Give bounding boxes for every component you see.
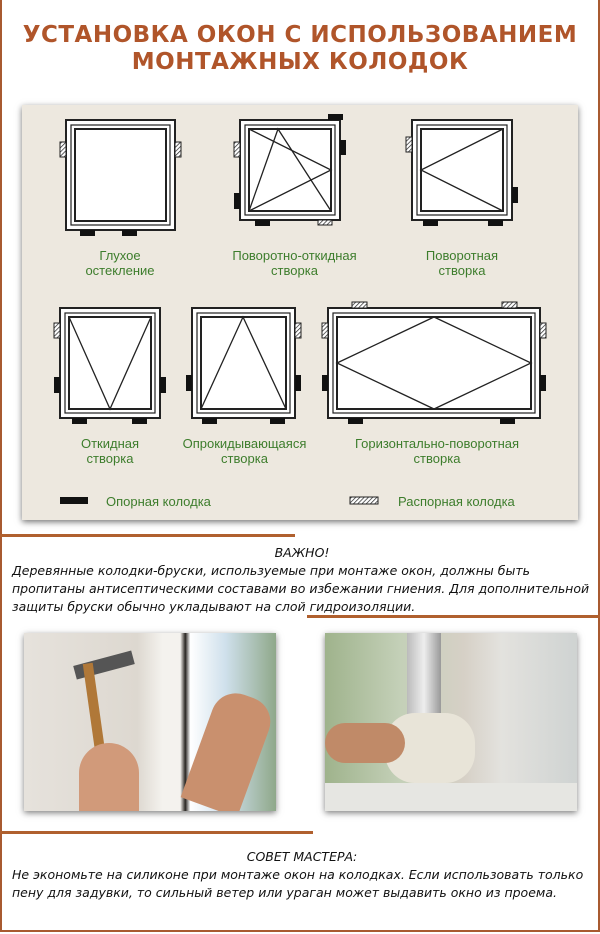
label-line: створка — [86, 451, 134, 466]
divider — [0, 534, 295, 537]
window-turn — [406, 120, 518, 226]
photo-hammering-blocks — [24, 633, 276, 811]
label-line: Глухое — [99, 248, 141, 263]
tip-heading: СОВЕТ МАСТЕРА: — [246, 849, 358, 864]
label-line: Опрокидывающаяся — [182, 436, 307, 451]
label-line: Поворотно-откидная — [232, 248, 357, 263]
window-fixed-glazing — [60, 120, 181, 236]
master-tip — [12, 848, 592, 902]
window-label-fixed — [50, 248, 190, 278]
window-horizontal-pivot — [322, 302, 546, 424]
tip-text: Не экономьте на силиконе при монтаже окон на колодках. Если использовать только пену для задувки, то сильный ветер или ураган может выдавить окно из проема. — [12, 867, 584, 900]
page-title-line-1: УСТАНОВКА ОКОН С ИСПОЛЬЗОВАНИЕМ — [22, 22, 578, 48]
important-note — [12, 544, 592, 616]
divider — [307, 615, 600, 618]
support-block-legend-icon — [60, 497, 88, 504]
spacer-block-legend-icon — [350, 497, 378, 504]
window-label-turn — [402, 248, 522, 278]
label-line: Поворотная — [425, 248, 499, 263]
window-label-tilt-turn — [207, 248, 382, 278]
page-title-line-2: МОНТАЖНЫХ КОЛОДОК — [131, 49, 469, 75]
photo-foam-application — [325, 633, 577, 811]
window-tilt — [54, 308, 166, 424]
label-line: створка — [438, 263, 486, 278]
label-line: створка — [413, 451, 461, 466]
divider — [0, 831, 313, 834]
label-line: Горизонтально-поворотная — [354, 436, 520, 451]
window-label-tilt — [50, 436, 170, 466]
legend-support-label: Опорная колодка — [106, 494, 211, 509]
important-heading: ВАЖНО! — [274, 545, 330, 560]
label-line: створка — [271, 263, 318, 278]
label-line: Откидная — [80, 436, 140, 451]
label-line: створка — [221, 451, 268, 466]
window-label-horizontal-pivot — [332, 436, 542, 466]
foam-can-icon — [407, 633, 441, 723]
window-tilt-turn — [234, 114, 346, 226]
legend-spacer-label: Распорная колодка — [398, 494, 515, 509]
window-types-diagram — [22, 105, 578, 520]
window-hopper — [186, 308, 301, 424]
window-label-hopper — [167, 436, 322, 466]
label-line: остекление — [85, 263, 155, 278]
important-text: Деревянные колодки-бруски, используемые при монтаже окон, должны быть пропитаны антисептическими составами во избежании гниения. Для дополнительной защиты бруски обычно укладывают на слой гидроизоляции. — [12, 563, 590, 614]
